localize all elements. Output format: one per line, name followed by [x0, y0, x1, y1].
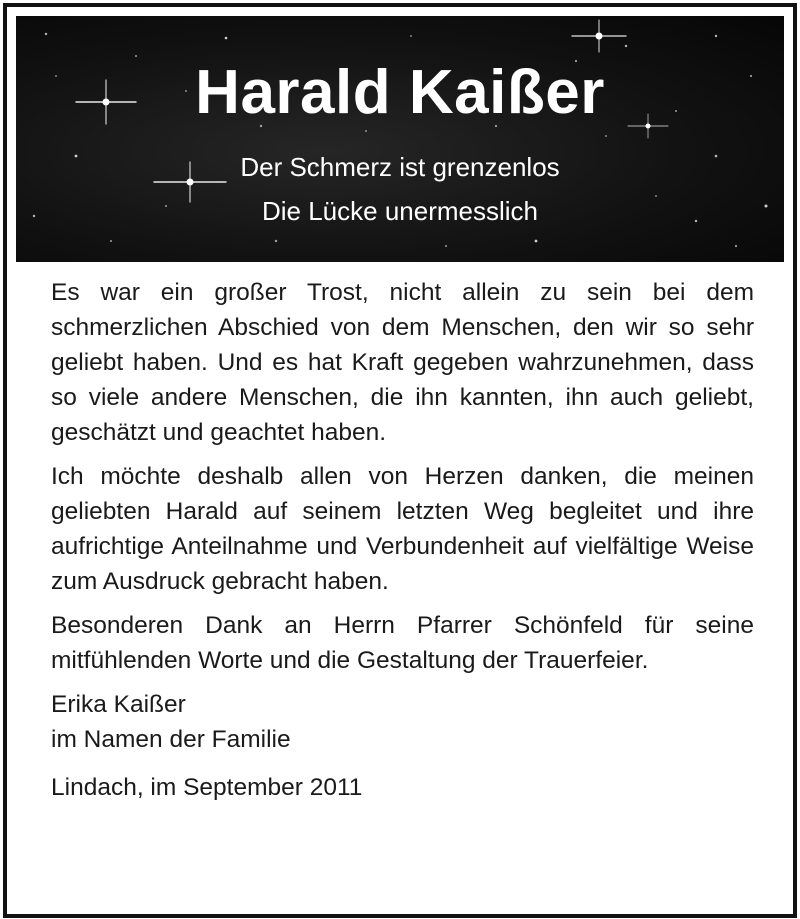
deceased-name-title: Harald Kaißer: [195, 58, 605, 127]
notice-body: [51, 275, 754, 805]
signature-note: im Namen der Familie: [51, 726, 291, 753]
subtitle-line-2: Die Lücke unermesslich: [261, 196, 538, 226]
paragraph-thanks-intro: Es war ein großer Trost, nicht allein zu sein bei dem schmerzlichen Abschied von dem Menschen, den wir so sehr geliebt haben. Und es hat Kraft gegeben wahrzunehmen, dass so viele andere Menschen, die ihn kannten, ihn auch geliebt, geschätzt und geachtet haben.: [51, 279, 754, 446]
paragraph-thanks-pastor: Besonderen Dank an Herrn Pfarrer Schönfeld für seine mitfühlenden Worte und die Gestaltung der Trauerfeier.: [51, 612, 754, 674]
signature-block: [51, 687, 754, 757]
notice-frame: [3, 3, 797, 918]
signature-name: Erika Kaißer: [51, 691, 186, 718]
paragraph-thanks-mourners: Ich möchte deshalb allen von Herzen danken, die meinen geliebten Harald auf seinem letzten Weg begleitet und ihre aufrichtige Anteilnahme und Verbundenheit auf vielfältige Weise zum Ausdruck gebracht haben.: [51, 463, 754, 595]
sparkle-star-top-right: [572, 20, 626, 52]
place-and-date: Lindach, im September 2011: [51, 774, 363, 801]
starry-banner: [16, 16, 784, 262]
subtitle-line-1: Der Schmerz ist grenzenlos: [240, 152, 560, 182]
